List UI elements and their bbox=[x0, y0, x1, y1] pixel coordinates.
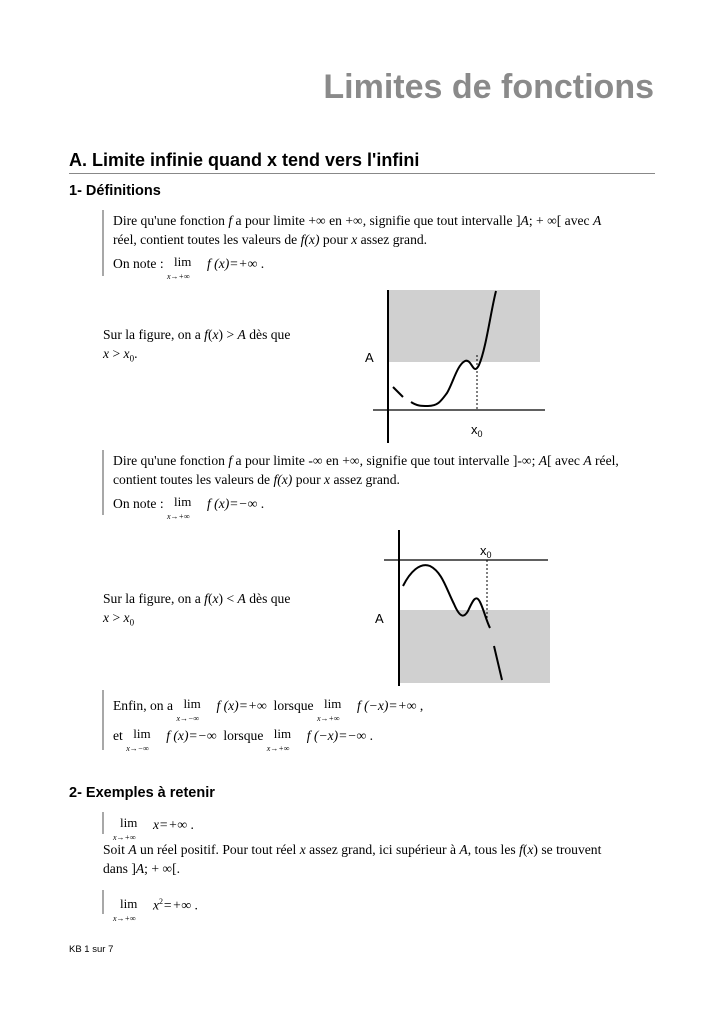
lim-operator: lim x→+∞ bbox=[266, 726, 292, 753]
page-footer: KB 1 sur 7 bbox=[69, 944, 114, 955]
quote-bar bbox=[102, 450, 104, 515]
label-A: A bbox=[365, 350, 374, 365]
lim-operator: lim x→+∞ bbox=[167, 254, 192, 281]
limit-expression: f (x)=−∞ bbox=[207, 496, 258, 511]
notation-line: On note : lim x→+∞ f (x)=+∞ . bbox=[113, 254, 265, 281]
figure-1-caption: Sur la figure, on a f(x) > A dès que $x > x_0$. bbox=[103, 327, 291, 364]
figure-1-graph bbox=[355, 285, 550, 445]
example-1-explanation: Soit A un réel positif. Pour tout réel x assez grand, ici supérieur à A, tous les f(x) se trouvent dans ]A; + ∞[. bbox=[103, 842, 602, 876]
quote-bar bbox=[102, 890, 104, 914]
lim-operator: lim x→−∞ bbox=[176, 696, 201, 723]
enfin-line-2: et lim x→−∞ f (x)=−∞ lorsque lim x→+∞ f (−x)=−∞ . bbox=[113, 726, 374, 753]
region-below-A bbox=[399, 610, 550, 683]
quote-bar bbox=[102, 812, 104, 834]
enfin-line-1: Enfin, on a lim x→−∞ f (x)=+∞ lorsque lim x→+∞ f (−x)=+∞ , bbox=[113, 696, 424, 723]
quote-bar bbox=[102, 690, 104, 750]
notation-line: On note : lim x→+∞ f (x)=−∞ . bbox=[113, 494, 265, 521]
definition-minus-infinity bbox=[113, 451, 658, 521]
figure-2-caption: Sur la figure, on a f(x) < A dès que $x > x_0$ bbox=[103, 591, 291, 628]
lim-operator: lim x→+∞ bbox=[113, 815, 138, 842]
label-x0: $x_0$ bbox=[471, 422, 483, 439]
heading-rule bbox=[69, 173, 655, 174]
definition-line-2: contient toutes les valeurs de f(x) pour x assez grand. bbox=[113, 472, 400, 487]
label-x0: $x_0$ bbox=[480, 543, 492, 560]
region-above-A bbox=[388, 290, 540, 362]
definition-line-2: réel, contient toutes les valeurs de f(x) pour x assez grand. bbox=[113, 232, 428, 247]
quote-bar bbox=[102, 210, 104, 276]
limit-expression: f (x)=+∞ bbox=[207, 256, 258, 271]
definition-line-1: Dire qu'une fonction f a pour limite +∞ en +∞, signifie que tout intervalle ]A; + ∞[ avec A bbox=[113, 213, 602, 228]
lim-operator: lim x→−∞ bbox=[126, 726, 151, 753]
lim-operator: lim x→+∞ bbox=[167, 494, 192, 521]
lim-operator: lim x→+∞ bbox=[113, 895, 138, 923]
example-2-limit: lim x→+∞ $x^2=+\infty$ . bbox=[113, 895, 198, 923]
label-A: A bbox=[375, 611, 384, 626]
page-title: Limites de fonctions bbox=[323, 68, 654, 106]
lim-operator: lim x→+∞ bbox=[316, 696, 342, 723]
definition-plus-infinity bbox=[113, 211, 658, 281]
definition-line-1: Dire qu'une fonction f a pour limite -∞ en +∞, signifie que tout intervalle ]-∞; A[ avec A réel, bbox=[113, 453, 619, 468]
section-heading-a: A. Limite infinie quand x tend vers l'infini bbox=[69, 150, 420, 170]
example-1-limit: lim x→+∞ x=+∞ . bbox=[113, 815, 194, 842]
subsection-heading-examples: 2- Exemples à retenir bbox=[69, 785, 215, 801]
subsection-heading-definitions: 1- Définitions bbox=[69, 183, 161, 199]
figure-2-graph bbox=[370, 528, 552, 688]
